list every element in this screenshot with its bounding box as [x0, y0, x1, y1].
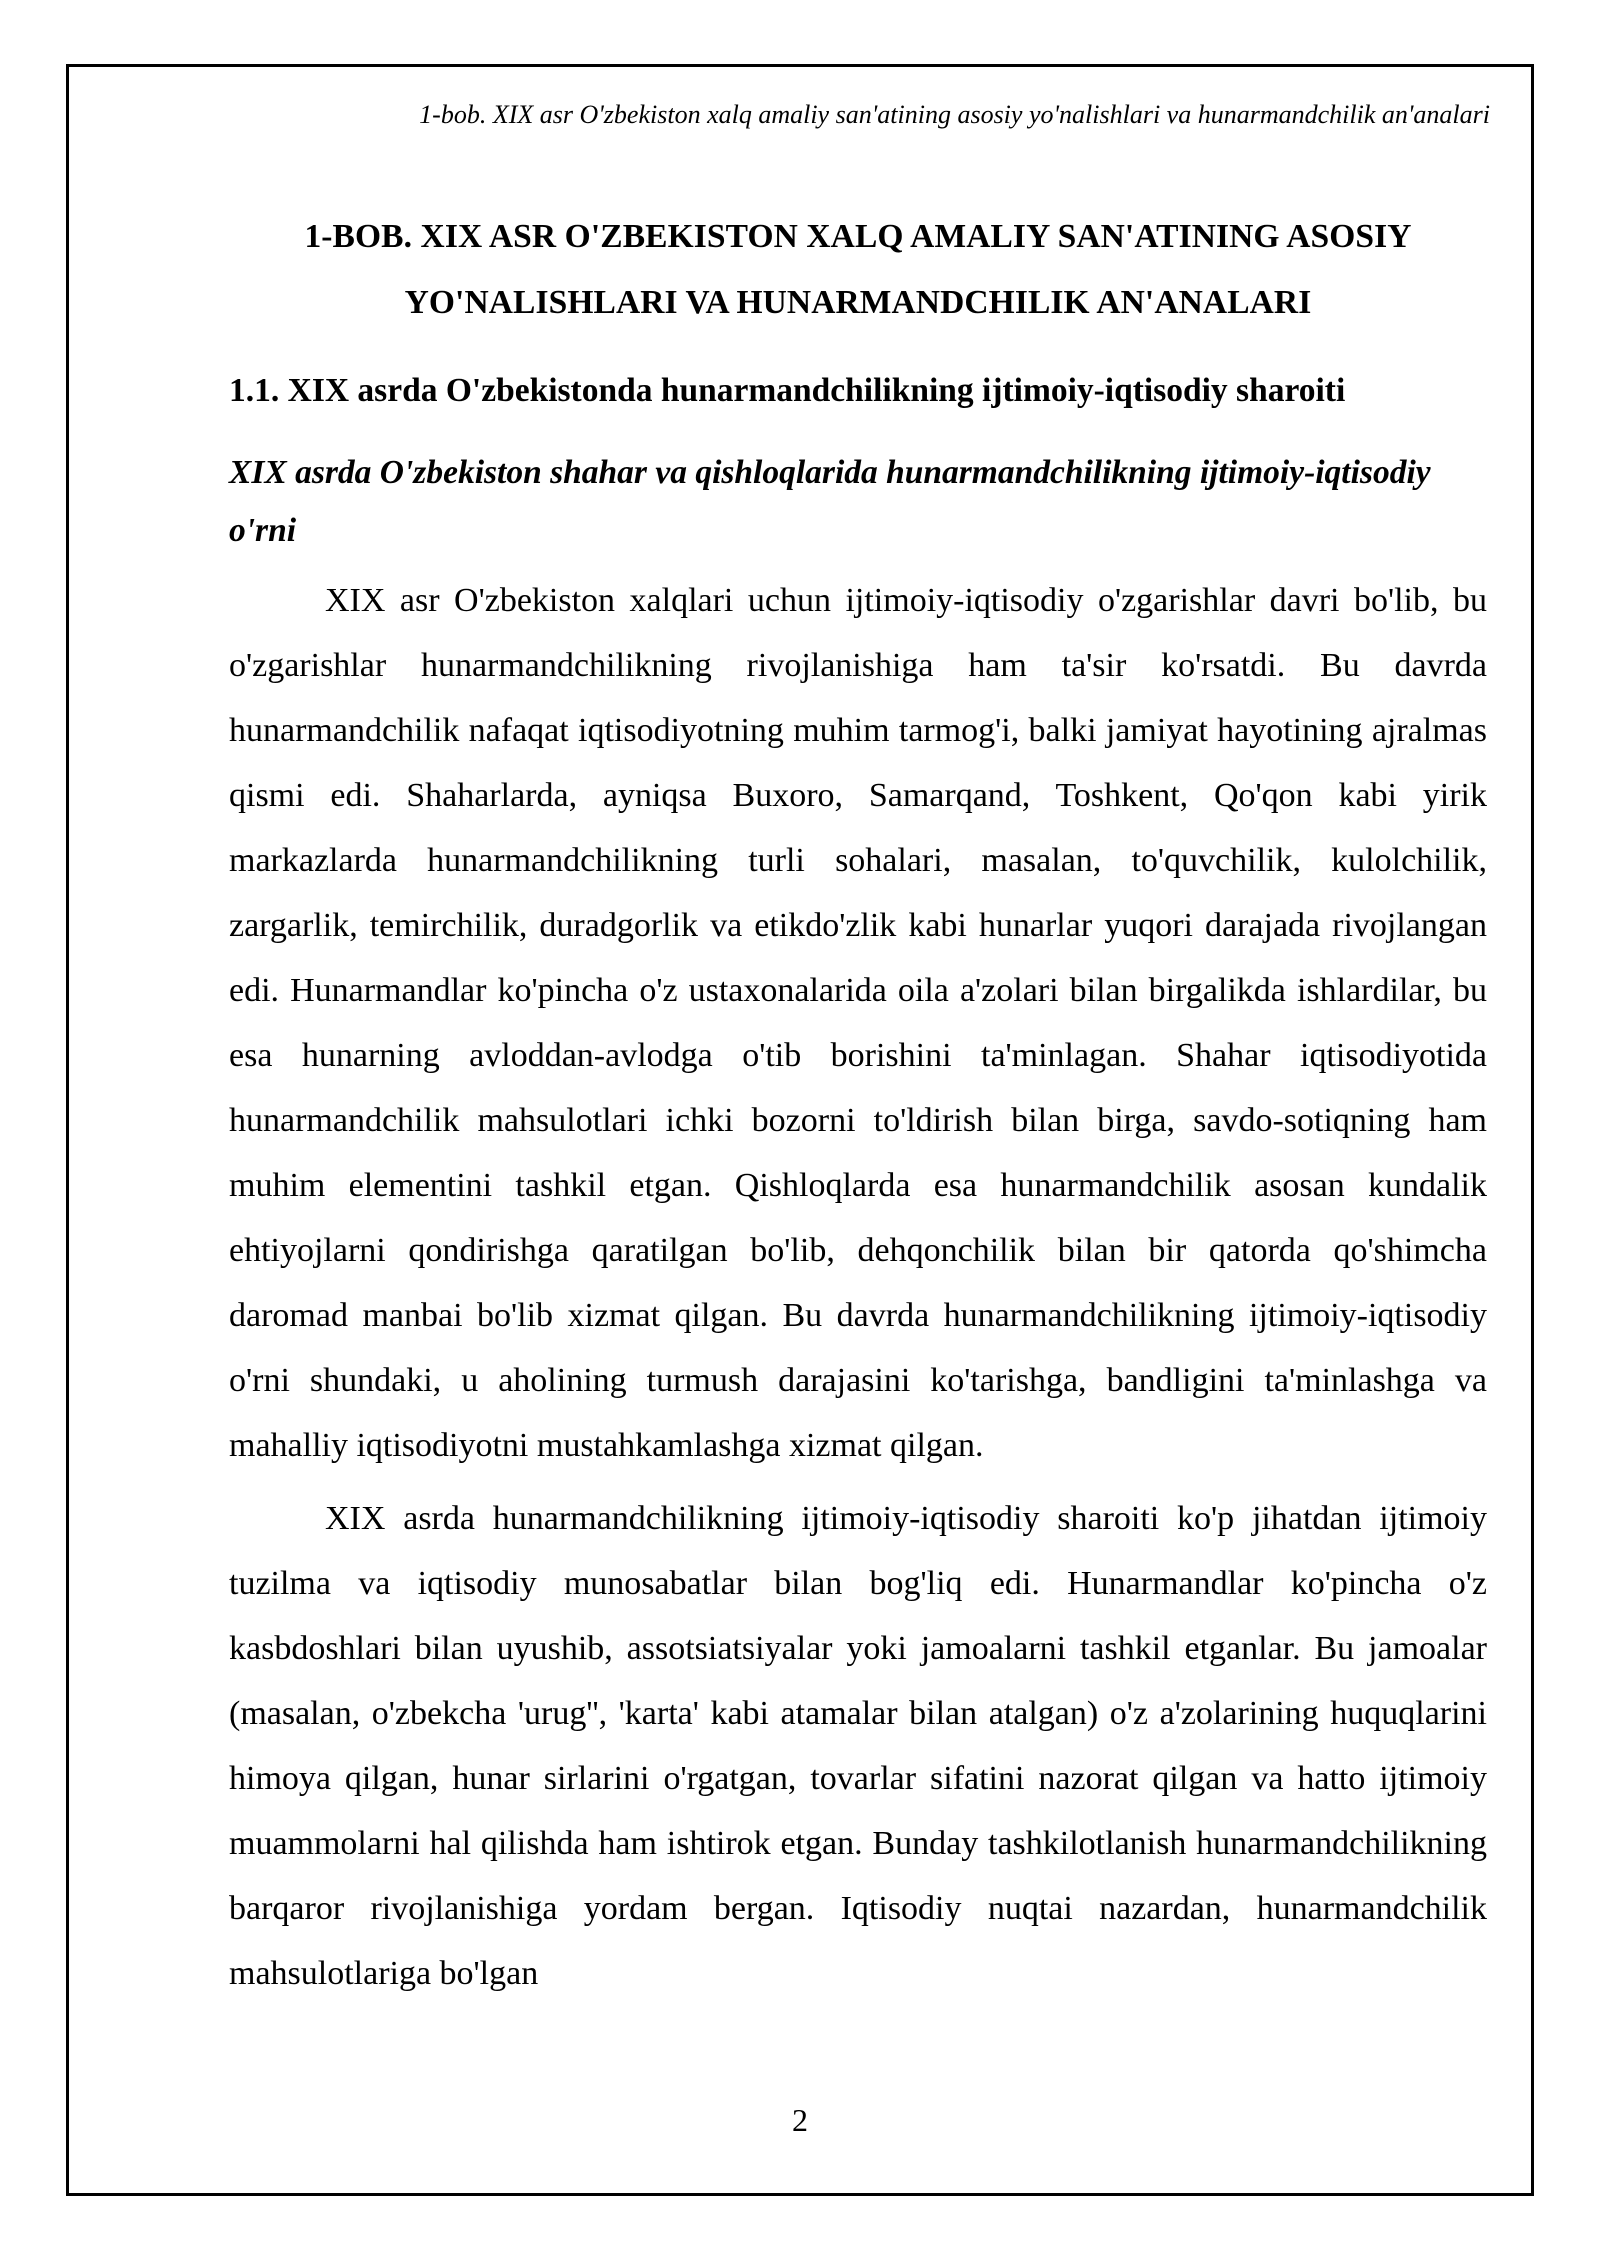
body-paragraph: XIX asr O'zbekiston xalqlari uchun ijtimoiy-iqtisodiy o'zgarishlar davri bo'lib, bu o'zgarishlar hunarmandchilikning rivojlanishiga ham ta'sir ko'rsatdi. Bu davrda hunarmandchilik nafaqat iqtisodiyotning muhim tarmog'i, balki jamiyat hayotining ajralmas qismi edi. Shaharlarda, ayniqsa Buxoro, Samarqand, Toshkent, Qo'qon kabi yirik markazlarda hunarmandchilikning turli sohalari, masalan, to'quvchilik, kulolchilik, zargarlik, temirchilik, duradgorlik va etikdo'zlik kabi hunarlar yuqori darajada rivojlangan edi. Hunarmandlar ko'pincha o'z ustaxonalarida oila a'zolari bilan birgalikda ishlardilar, bu esa hunarning avloddan-avlodga o'tib borishini ta'minlagan. Shahar iqtisodiyotida hunarmandchilik mahsulotlari ichki bozorni to'ldirish bilan birga, savdo-sotiqning ham muhim elementini tashkil etgan. Qishloqlarda esa hunarmandchilik asosan kundalik ehtiyojlarni qondirishga qaratilgan bo'lib, dehqonchilik bilan bir qatorda qo'shimcha daromad manbai bo'lib xizmat qilgan. Bu davrda hunarmandchilikning ijtimoiy-iqtisodiy o'rni shundaki, u aholining turmush darajasini ko'tarishga, bandligini ta'minlashga va mahalliy iqtisodiyotni mustahkamlashga xizmat qilgan. [229, 582, 1487, 1464]
page-content [229, 204, 1487, 2006]
chapter-title: 1-BOB. XIX ASR O'ZBEKISTON XALQ AMALIY SAN'ATINING ASOSIY YO'NALISHLARI VA HUNARMANDCHILIK AN'ANALARI [304, 218, 1412, 321]
running-header: 1-bob. XIX asr O'zbekiston xalq amaliy san'atining asosiy yo'nalishlari va hunarmandchilik an'analari [419, 100, 1490, 129]
subsection-title: XIX asrda O'zbekiston shahar va qishloqlarida hunarmandchilikning ijtimoiy-iqtisodiy o'rni [229, 454, 1431, 549]
section-title: 1.1. XIX asrda O'zbekistonda hunarmandchilikning ijtimoiy-iqtisodiy sharoiti [229, 372, 1346, 409]
body-paragraph: XIX asrda hunarmandchilikning ijtimoiy-iqtisodiy sharoiti ko'p jihatdan ijtimoiy tuzilma va iqtisodiy munosabatlar bilan bog'liq edi. Hunarmandlar ko'pincha o'z kasbdoshlari bilan uyushib, assotsiatsiyalar yoki jamoalarni tashkil etganlar. Bu jamoalar (masalan, o'zbekcha 'urug'', 'karta' kabi atamalar bilan atalgan) o'z a'zolarining huquqlarini himoya qilgan, hunar sirlarini o'rgatgan, tovarlar sifatini nazorat qilgan va hatto ijtimoiy muammolarni hal qilishda ham ishtirok etgan. Bunday tashkilotlanish hunarmandchilikning barqaror rivojlanishiga yordam bergan. Iqtisodiy nuqtai nazardan, hunarmandchilik mahsulotlariga bo'lgan [229, 1500, 1487, 1992]
page-number: 2 [792, 2102, 808, 2138]
